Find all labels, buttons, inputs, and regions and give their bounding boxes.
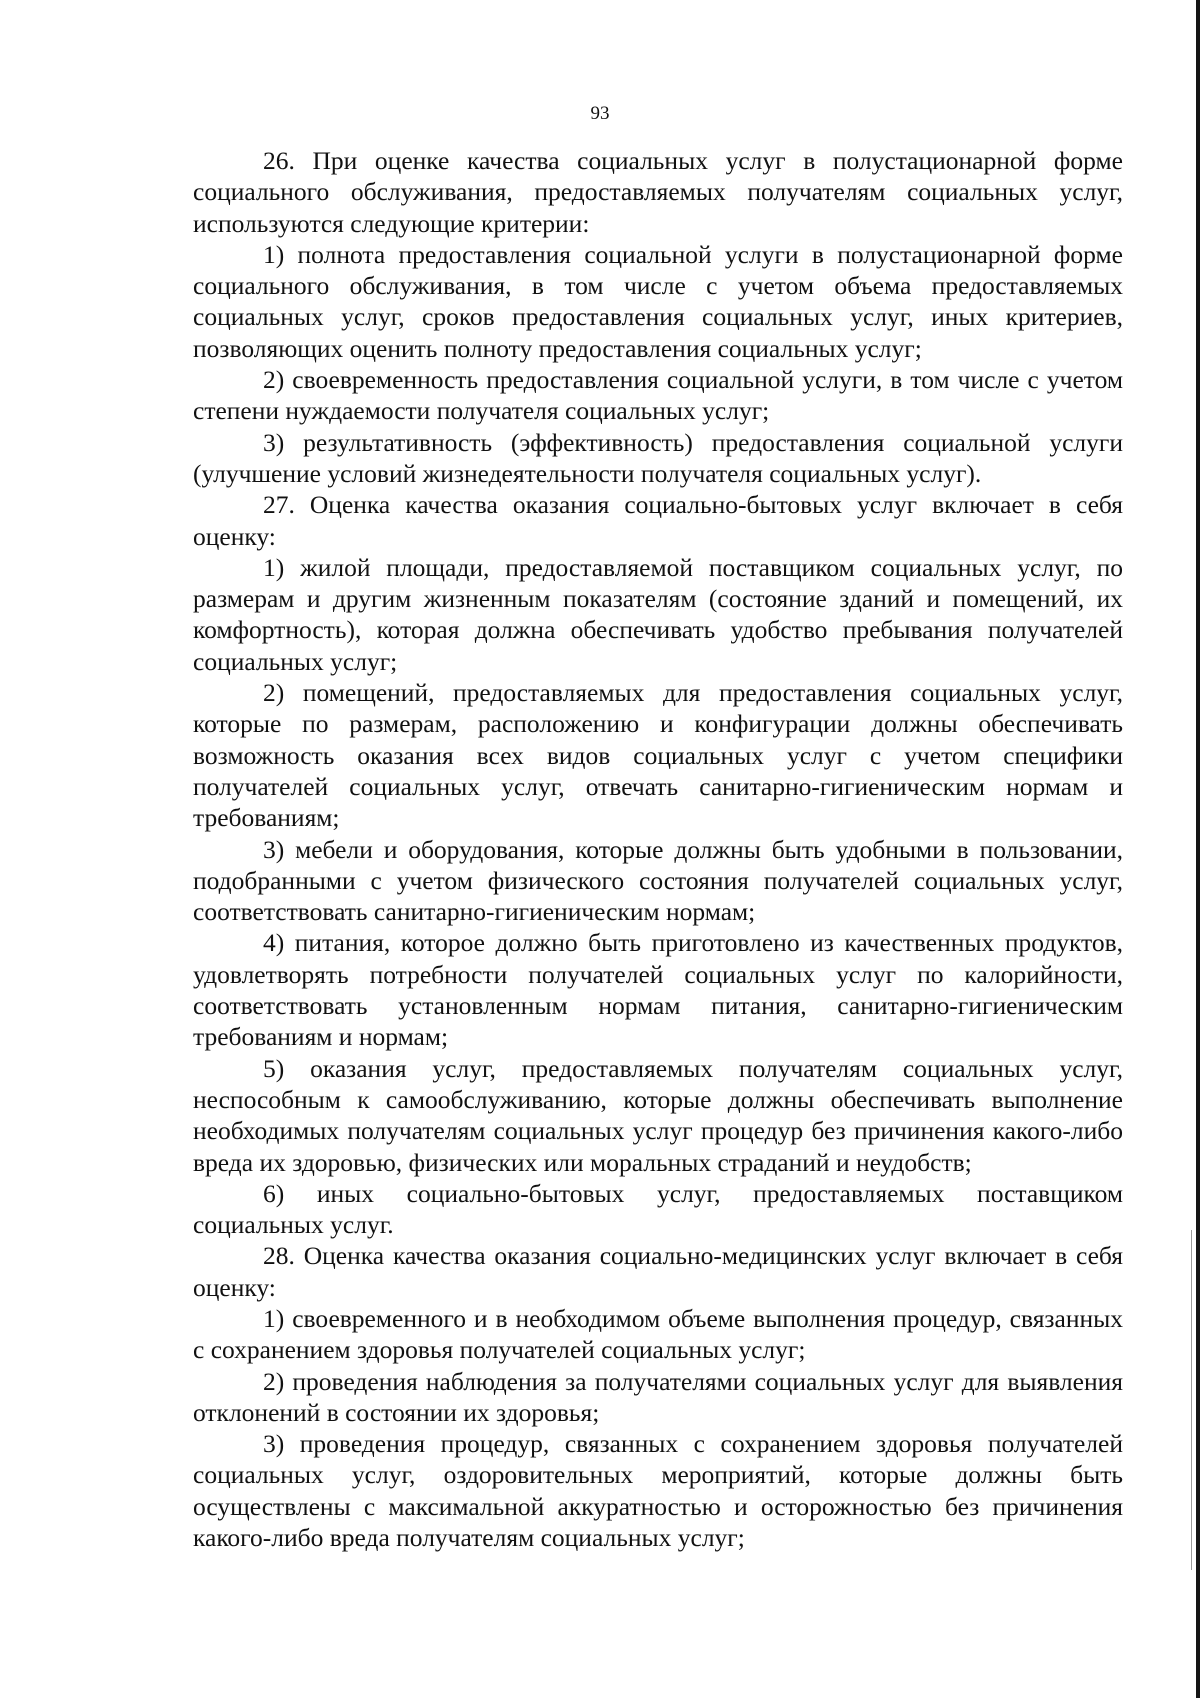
paragraph-27-item-1: 1) жилой площади, предоставляемой поставщиком социальных услуг, по размерам и другим жизненным показателям (состояние зданий и помещений, их комфортность), которая должна обеспечивать удобство пребывания получателей социальных услуг; <box>193 552 1123 676</box>
paragraph-28-item-3: 3) проведения процедур, связанных с сохранением здоровья получателей социальных услуг, оздоровительных мероприятий, которые должны быть осуществлены с максимальной аккуратностью и осторожностью без причинения какого-либо вреда получателям социальных услуг; <box>193 1429 1123 1553</box>
paragraph-26-item-3: 3) результативность (эффективность) предоставления социальной услуги (улучшение условий жизнедеятельности получателя социальных услуг). <box>193 427 1123 488</box>
paragraph-26-item-1: 1) полнота предоставления социальной услуги в полустационарной форме социального обслуживания, в том числе с учетом объема предоставляемых социальных услуг, сроков предоставления социальных услуг, иных критериев, позволяющих оценить полноту предоставления социальных услуг; <box>193 239 1123 363</box>
paragraph-28-item-1: 1) своевременного и в необходимом объеме выполнения процедур, связанных с сохранением здоровья получателей социальных услуг; <box>193 1303 1123 1365</box>
paragraph-27-item-2: 2) помещений, предоставляемых для предоставления социальных услуг, которые по размерам, расположению и конфигурации должны обеспечивать возможность оказания всех видов социальных услуг с учетом специфики получателей социальных услуг, отвечать санитарно-гигиеническим нормам и требованиям; <box>193 678 1123 833</box>
paragraph-26: 26. При оценке качества социальных услуг в полустационарной форме социального обслуживания, предоставляемых получателям социальных услуг, используются следующие критерии: <box>193 146 1123 238</box>
paragraph-27-item-3: 3) мебели и оборудования, которые должны быть удобными в пользовании, подобранными с учетом физического состояния получателей социальных услуг, соответствовать санитарно-гигиеническим нормам; <box>193 834 1123 927</box>
paragraph-27-item-4: 4) питания, которое должно быть приготовлено из качественных продуктов, удовлетворять потребности получателей социальных услуг по калорийности, соответствовать установленным нормам питания, санитарно-гигиеническим требованиям и нормам; <box>193 928 1123 1052</box>
paragraph-26-item-2: 2) своевременность предоставления социальной услуги, в том числе с учетом степени нуждаемости получателя социальных услуг; <box>193 365 1123 426</box>
scan-edge-mark <box>1191 1230 1192 1570</box>
paragraph-28-item-2: 2) проведения наблюдения за получателями социальных услуг для выявления отклонений в состоянии их здоровья; <box>193 1366 1123 1427</box>
paragraph-27-item-6: 6) иных социально-бытовых услуг, предоставляемых поставщиком социальных услуг. <box>193 1178 1123 1240</box>
paragraph-28: 28. Оценка качества оказания социально-медицинских услуг включает в себя оценку: <box>193 1241 1123 1302</box>
scan-edge-line <box>1196 0 1200 1698</box>
document-body <box>193 145 1123 1553</box>
paragraph-27: 27. Оценка качества оказания социально-бытовых услуг включает в себя оценку: <box>193 490 1123 551</box>
paragraph-27-item-5: 5) оказания услуг, предоставляемых получателям социальных услуг, неспособным к самообслуживанию, которые должны обеспечивать выполнение необходимых получателям социальных услуг процедур без причинения какого-либо вреда их здоровью, физических или моральных страданий и неудобств; <box>193 1053 1123 1177</box>
page-number: 93 <box>590 103 610 124</box>
